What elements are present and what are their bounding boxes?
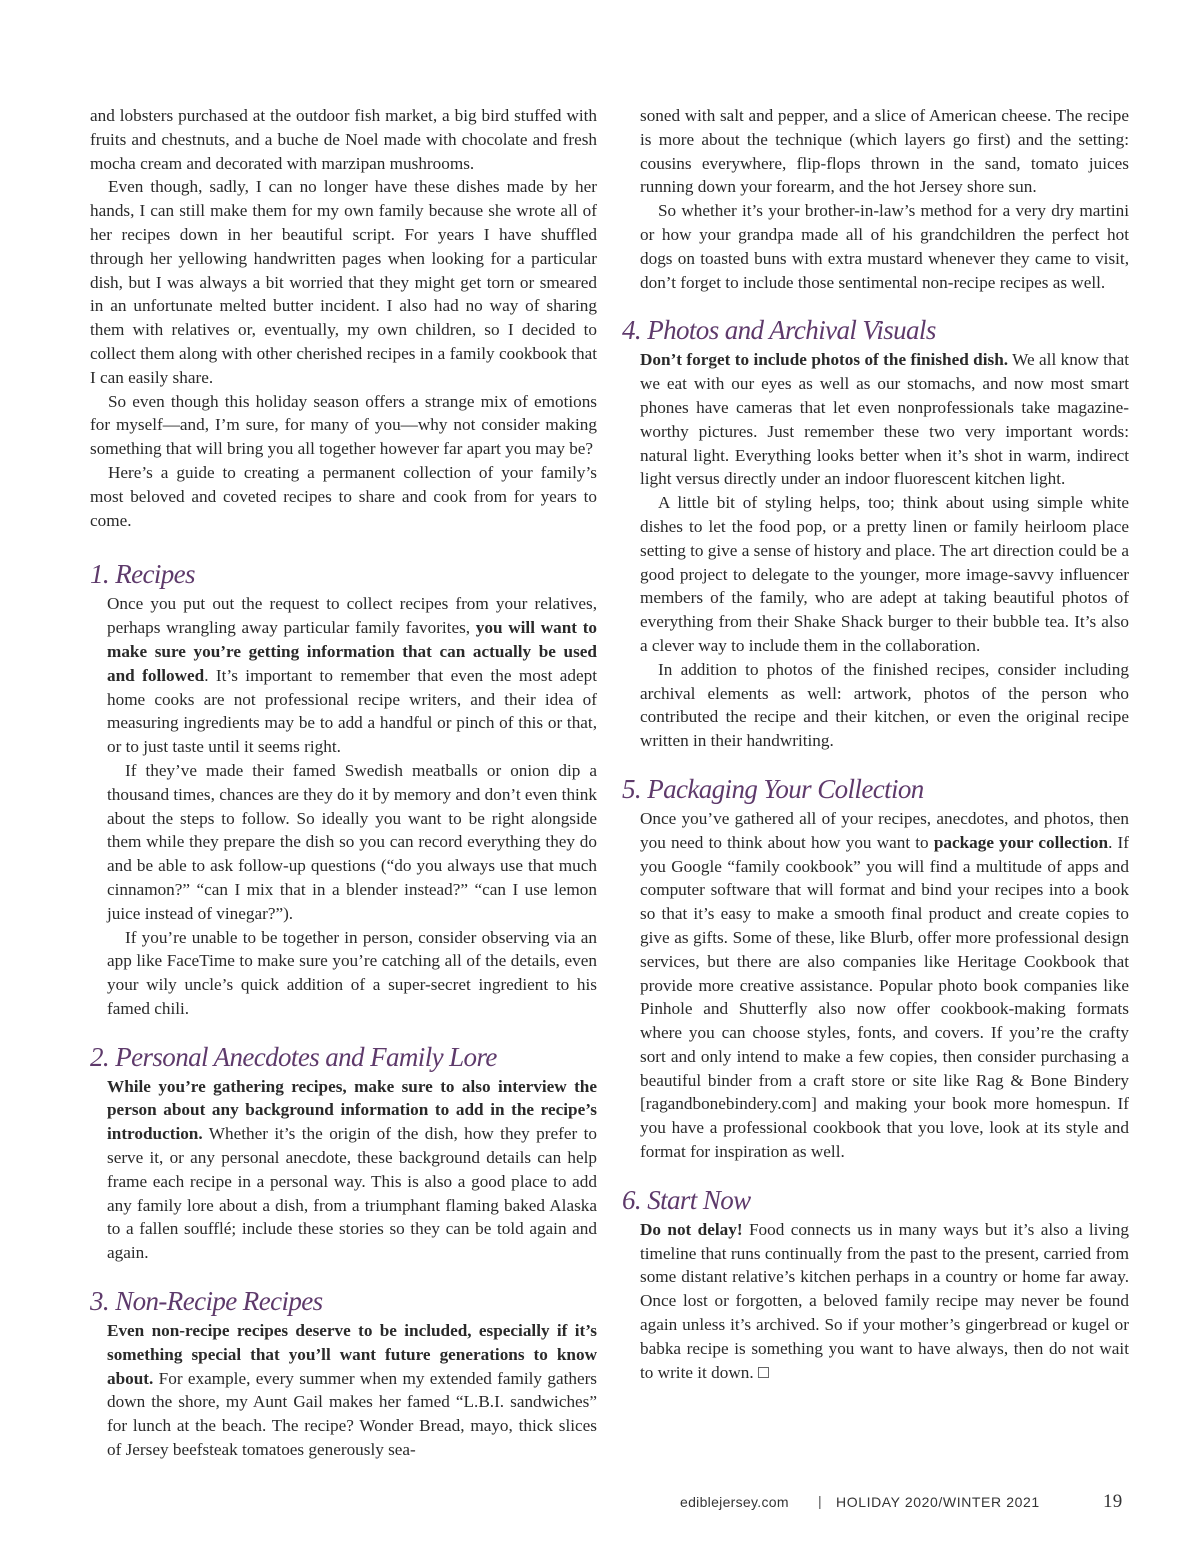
end-of-article-mark <box>758 1367 769 1378</box>
right-column <box>622 104 1129 1384</box>
section-heading-packaging: 5. Packaging Your Collection <box>622 773 924 804</box>
section-recipes <box>90 592 597 1020</box>
anecdotes-paragraph-1: While you’re gathering recipes, make sure to also interview the person about any background information to add in the recipe’s introduction. Whether it’s the origin of the dish, how they prefer to serve it, or any personal anecdote, these background details can help frame each recipe in a personal way. This is also a good place to add any family lore about a dish, from a triumphant flaming baked Alaska to a fallen soufflé; include these stories so they can be told again and again. <box>107 1076 597 1263</box>
photos-paragraph-2: A little bit of styling helps, too; think about using simple white dishes to let the food pop, or a pretty linen or family heirloom place setting to give a sense of history and place. The art direction could be a good project to delegate to the younger, more image-savvy influencer members of the family, who are adept at taking beautiful photos of everything from their Shake Shack burger to their bubble tea. It’s also a clever way to include them in the collaboration. <box>640 493 1129 655</box>
section-start-now <box>640 1218 1129 1385</box>
non-recipe-paragraph-1: Even non-recipe recipes deserve to be included, especially if it’s something special that you’ll want future generations to know about. For example, every summer when my extended family gathers down the shore, my Aunt Gail makes her famed “L.B.I. sandwiches” for lunch at the beach. The recipe? Wonder Bread, mayo, thick slices of Jersey beefsteak tomatoes generously sea- <box>107 1321 597 1460</box>
section-heading-anecdotes: 2. Personal Anecdotes and Family Lore <box>90 1041 497 1072</box>
intro-paragraph-4: Here’s a guide to creating a permanent collection of your family’s most beloved and coveted recipes to share and cook from for years to come. <box>90 462 597 530</box>
photos-paragraph-1: Don’t forget to include photos of the finished dish. We all know that we eat with our eyes as well as our stomachs, and now most smart phones have cameras that let even nonprofessionals take magazine-worthy pictures. Just remember these two very important words: natural light. Everything looks better when it’s shot in warm, indirect light versus directly under an indoor fluorescent kitchen light. <box>640 350 1129 489</box>
recipes-paragraph-1: Once you put out the request to collect recipes from your relatives, perhaps wrangling away particular family favorites, you will want to make sure you’re getting information that can actually be used and followed. It’s important to remember that even the most adept home cooks are not professional recipe writers, and their idea of measuring ingredients may be to add a handful or pinch of this or that, or to just taste until it seems right. <box>107 594 598 757</box>
footer-website-link[interactable]: ediblejersey.com <box>680 1494 789 1510</box>
footer-separator: | <box>818 1493 822 1509</box>
footer-issue-label: HOLIDAY 2020/WINTER 2021 <box>836 1494 1040 1510</box>
section-heading-non-recipe: 3. Non-Recipe Recipes <box>90 1286 323 1317</box>
intro-paragraph-1: and lobsters purchased at the outdoor fish market, a big bird stuffed with fruits and chestnuts, and a buche de Noel made with chocolate and fresh mocha cream and decorated with marzipan mushrooms. <box>90 106 597 173</box>
intro-paragraph-2: Even though, sadly, I can no longer have these dishes made by her hands, I can still make them for my own family because she wrote all of her recipes down in her beautiful script. For years I have shuffled through her yellowing handwritten pages when looking for a particular dish, but I was always a bit worried that they might get torn or smeared in an unfortunate melted butter incident. I also had no way of sharing them with relatives or, eventually, my own children, so I decided to collect them along with other cherished recipes in a family cookbook that I can easily share. <box>90 177 597 387</box>
non-recipe-paragraph-2: So whether it’s your brother-in-law’s method for a very dry martini or how your grandpa made all of his grandchildren the perfect hot dogs on toasted buns with extra mustard whenever they came to visit, don’t forget to include those sentimental non-recipe recipes as well. <box>640 201 1129 292</box>
left-column <box>90 104 597 1462</box>
section-anecdotes <box>90 1075 597 1265</box>
recipes-paragraph-3: If you’re unable to be together in person, consider observing via an app like FaceTime to make sure you’re catching all of the details, even your wily uncle’s quick addition of a super-secret ingredient to his famed chili. <box>107 927 597 1018</box>
section-heading-recipes: 1. Recipes <box>90 559 195 590</box>
page-number: 19 <box>1103 1491 1123 1512</box>
section-packaging <box>640 807 1129 1164</box>
photos-paragraph-3: In addition to photos of the finished recipes, consider including archival elements as well: artwork, photos of the person who contributed the recipe and their kitchen, or even the original recipe written in their handwriting. <box>640 659 1129 751</box>
section-photos <box>640 348 1129 753</box>
recipes-paragraph-2: If they’ve made their famed Swedish meatballs or onion dip a thousand times, chances are they do it by memory and don’t even think about the steps to follow. So ideally you want to be right alongside them while they prepare the dish so you can record everything they do and be able to ask follow-up questions (“do you always use that much cinnamon?” “can I mix that in a blender instead?” “can I use lemon juice instead of vinegar?”). <box>107 760 597 923</box>
section-non-recipe <box>90 1319 597 1462</box>
non-recipe-paragraph-continued: soned with salt and pepper, and a slice of American cheese. The recipe is more about the technique (which layers go first) and the setting: cousins everywhere, flip-flops thrown in the sand, tomato juices running down your forearm, and the hot Jersey shore sun. <box>640 106 1129 197</box>
start-now-paragraph-1: Do not delay! Food connects us in many ways but it’s also a living timeline that runs continually from the past to the present, carried from some distant relative’s kitchen perhaps in a country or home far away. Once lost or forgotten, a beloved family recipe may never be found again unless it’s archived. So if your mother’s gingerbread or kugel or babka recipe is something you want to have always, then do not wait to write it down. <box>640 1219 1129 1382</box>
section-heading-start-now: 6. Start Now <box>622 1184 751 1215</box>
packaging-paragraph-1: Once you’ve gathered all of your recipes, anecdotes, and photos, then you need to think about how you want to package your collection. If you Google “family cookbook” you will find a multitude of apps and computer software that will format and bind your recipes into a book so that it’s easy to make a smooth final product and create copies to give as gifts. Some of these, like Blurb, offer more professional design services, but there are also companies like Heritage Cookbook that provide more creative assistance. Popular photo book companies like Pinhole and Shutterfly also now offer cookbook-making formats where you can choose styles, fonts, and covers. If you’re the crafty sort and only intend to make a few copies, then consider purchasing a beautiful binder from a craft store or site like Rag & Bone Bindery [ragandbonebindery.com] and making your book more homespun. If you have a professional cookbook that you love, look at its style and format for inspiration as well. <box>640 808 1129 1162</box>
intro-paragraph-3: So even though this holiday season offers a strange mix of emotions for myself—and, I’m sure, for many of you—why not consider making something that will bring you all together however far apart you may be? <box>90 391 597 459</box>
section-heading-photos: 4. Photos and Archival Visuals <box>622 315 936 346</box>
